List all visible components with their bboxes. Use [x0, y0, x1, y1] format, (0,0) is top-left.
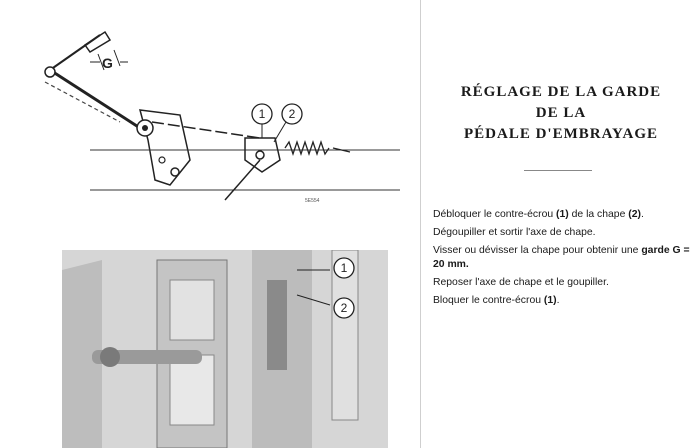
instruction-step-5	[433, 294, 695, 308]
instruction-list	[433, 208, 695, 312]
figure-reference: 5E554	[305, 198, 320, 204]
step1-text-a: Débloquer le contre-écrou	[433, 209, 557, 220]
step3-gap-value: garde G = 20 mm.	[433, 245, 690, 270]
photo-callout-label-1: 1	[340, 261, 348, 275]
step1-text-e: .	[640, 209, 644, 220]
pedal-linkage-diagram	[30, 10, 410, 210]
title-line-2: DE LA	[535, 105, 587, 121]
step5-text-a: Bloquer le contre-écrou	[433, 295, 544, 306]
step1-ref-2: (2)	[628, 209, 641, 220]
page-divider	[420, 0, 421, 448]
step3-text-a: Visser ou dévisser la chape pour obtenir une	[433, 245, 642, 256]
step5-ref-1: (1)	[543, 295, 557, 306]
title-line-1: RÉGLAGE DE LA GARDE	[460, 84, 662, 100]
title-line-3: PÉDALE D'EMBRAYAGE	[463, 126, 658, 142]
gap-label: G	[102, 55, 113, 71]
instruction-step-4: Reposer l'axe de chape et le goupiller.	[433, 277, 609, 288]
step1-ref-1: (1)	[556, 209, 569, 220]
instruction-step-2: Dégoupiller et sortir l'axe de chape.	[433, 227, 596, 238]
callout-label-2: 2	[288, 107, 296, 121]
callout-label-1: 1	[258, 107, 266, 121]
step1-text-c: de la chape	[568, 209, 629, 220]
instruction-step-3	[433, 244, 695, 272]
page-title	[432, 82, 690, 145]
step5-text-c: .	[556, 295, 560, 306]
photo-callout-label-2: 2	[340, 301, 348, 315]
title-underline	[524, 170, 592, 171]
clutch-mechanism-photo	[62, 250, 388, 448]
instruction-step-1	[433, 208, 695, 222]
photo-drawing	[62, 250, 388, 448]
